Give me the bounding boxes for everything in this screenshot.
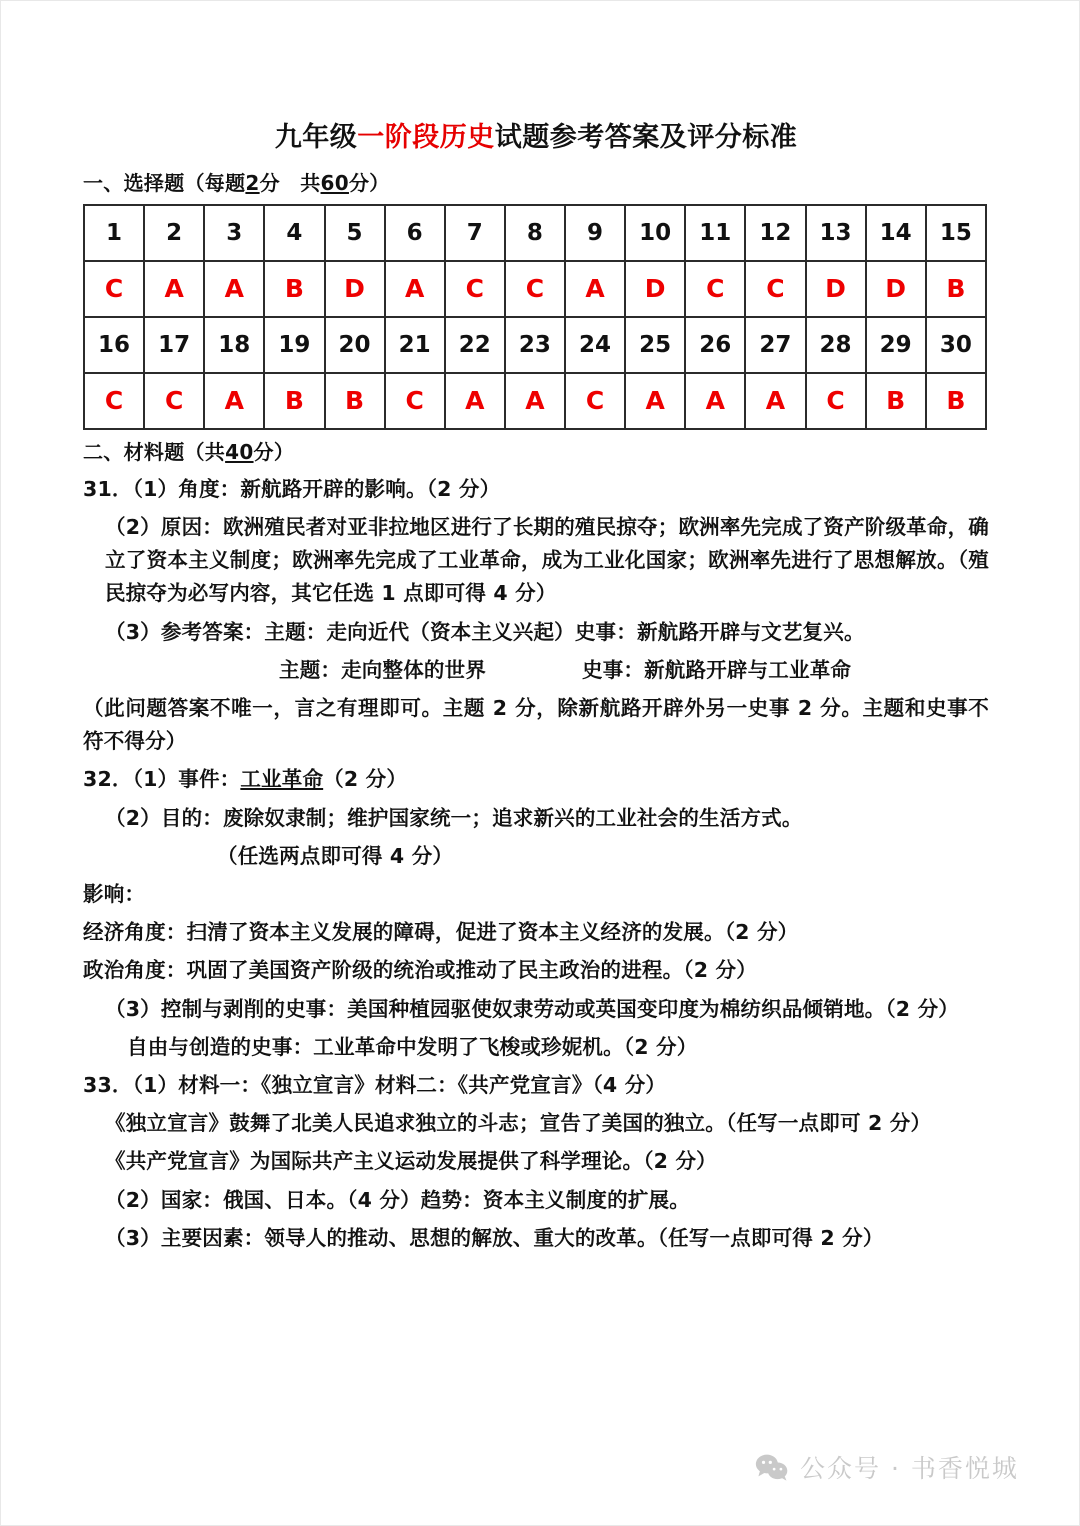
title-tail: 试题参考答案及评分标准	[494, 122, 798, 153]
answer-cell: B	[264, 373, 324, 429]
answer-cell: D	[866, 261, 926, 317]
answer-cell: D	[625, 261, 685, 317]
question-number: 13	[806, 205, 866, 261]
q31-part4	[83, 654, 989, 687]
answer-cell: A	[385, 261, 445, 317]
question-number: 17	[144, 317, 204, 373]
answer-cell: B	[264, 261, 324, 317]
question-number: 20	[325, 317, 385, 373]
watermark-text: 公众号 · 书香悦城	[800, 1454, 1019, 1483]
question-number: 7	[445, 205, 505, 261]
q31-part5: （此问题答案不唯一，言之有理即可。主题 2 分，除新航路开辟外另一史事 2 分。主题和史事不符不得分）	[83, 695, 989, 754]
answer-cell: A	[625, 373, 685, 429]
section-two-total-score: 40	[225, 439, 254, 464]
question-number: 18	[204, 317, 264, 373]
question-number: 3	[204, 205, 264, 261]
question-number: 28	[806, 317, 866, 373]
answer-cell: C	[685, 261, 745, 317]
answer-cell: C	[745, 261, 805, 317]
table-row-answers-2	[84, 373, 986, 429]
section-two-prefix: 二、材料题（共	[83, 439, 226, 464]
question-number: 22	[445, 317, 505, 373]
section-one-total-score: 60	[320, 170, 349, 195]
answer-cell: B	[325, 373, 385, 429]
question-number: 6	[385, 205, 445, 261]
answer-cell: C	[84, 261, 144, 317]
answer-cell: C	[806, 373, 866, 429]
question-number: 26	[685, 317, 745, 373]
q33-part1: 33．（1）材料一：《独立宣言》材料二：《共产党宣言》（4 分）	[83, 1073, 667, 1097]
section-one-prefix: 一、选择题（每题	[83, 170, 246, 195]
q32-part2: （2）目的：废除奴隶制；维护国家统一；追求新兴的工业社会的生活方式。	[105, 805, 803, 830]
question-number: 16	[84, 317, 144, 373]
answers-body	[83, 473, 989, 1255]
q32-part1-suffix: （2 分）	[323, 767, 408, 792]
question-number: 29	[866, 317, 926, 373]
table-row-numbers-2	[84, 317, 986, 373]
question-number: 8	[505, 205, 565, 261]
q32-impact-label: 影响：	[83, 881, 146, 906]
question-number: 14	[866, 205, 926, 261]
question-number: 15	[926, 205, 986, 261]
section-one-heading	[83, 169, 989, 198]
q33-part4: （2）国家：俄国、日本。（4 分）趋势：资本主义制度的扩展。	[105, 1187, 690, 1212]
q32-economic-angle: 经济角度：扫清了资本主义发展的障碍，促进了资本主义经济的发展。（2 分）	[83, 920, 799, 945]
question-number: 21	[385, 317, 445, 373]
answer-cell: D	[325, 261, 385, 317]
title-highlight: 一阶段历史	[357, 122, 495, 153]
q32-part1	[83, 763, 989, 796]
table-row-answers-1	[84, 261, 986, 317]
answer-cell: A	[204, 261, 264, 317]
answer-cell: C	[565, 373, 625, 429]
q32-part7: （3）控制与剥削的史事：美国种植园驱使奴隶劳动或英国变印度为棉纺织品倾销地。（2 分）	[105, 996, 960, 1021]
answer-cell: A	[745, 373, 805, 429]
answer-cell: C	[144, 373, 204, 429]
section-two-suffix: 分）	[253, 439, 295, 464]
question-number: 4	[264, 205, 324, 261]
question-number: 11	[685, 205, 745, 261]
q31-part2: （2）原因：欧洲殖民者对亚非拉地区进行了长期的殖民掠夺；欧洲率先完成了资产阶级革命，确立了资本主义制度；欧洲率先完成了工业革命，成为工业化国家；欧洲率先进行了思想解放。（殖民掠夺为必写内容，其它任选 1 点即可得 4 分）	[105, 514, 989, 606]
title-lead: 九年级	[274, 122, 358, 153]
q31-part4-theme: 主题：走向整体的世界	[279, 657, 486, 682]
wechat-icon	[755, 1453, 789, 1481]
answer-cell: C	[505, 261, 565, 317]
question-number: 23	[505, 317, 565, 373]
question-number: 1	[84, 205, 144, 261]
answer-cell: D	[806, 261, 866, 317]
question-number: 5	[325, 205, 385, 261]
q32-part1-underlined: 工业革命	[240, 767, 324, 792]
question-number: 25	[625, 317, 685, 373]
question-number: 27	[745, 317, 805, 373]
section-two-heading	[83, 438, 989, 467]
question-number: 9	[565, 205, 625, 261]
question-number: 10	[625, 205, 685, 261]
q31-part3: （3）参考答案：主题：走向近代（资本主义兴起）史事：新航路开辟与文艺复兴。	[105, 619, 865, 644]
page-title	[83, 121, 989, 155]
answer-cell: A	[505, 373, 565, 429]
table-row-numbers-1	[84, 205, 986, 261]
answer-cell: B	[926, 373, 986, 429]
q31-part4-event: 史事：新航路开辟与工业革命	[582, 657, 852, 682]
section-one-middle: 分 共	[259, 170, 321, 195]
q33-part3: 《共产党宣言》为国际共产主义运动发展提供了科学理论。（2 分）	[105, 1149, 717, 1174]
answer-cell: A	[685, 373, 745, 429]
question-number: 19	[264, 317, 324, 373]
section-one-suffix: 分）	[348, 170, 390, 195]
q32-political-angle: 政治角度：巩固了美国资产阶级的统治或推动了民主政治的进程。（2 分）	[83, 958, 757, 983]
per-question-score: 2	[245, 170, 260, 195]
question-number: 24	[565, 317, 625, 373]
answer-cell: C	[445, 261, 505, 317]
question-number: 30	[926, 317, 986, 373]
q33-part5: （3）主要因素：领导人的推动、思想的解放、重大的改革。（任写一点即可得 2 分）	[105, 1225, 884, 1250]
question-number: 2	[144, 205, 204, 261]
answer-cell: A	[204, 373, 264, 429]
document-body	[83, 121, 989, 1260]
answer-key-table	[83, 204, 987, 430]
q33-part2: 《独立宣言》鼓舞了北美人民追求独立的斗志；宣告了美国的独立。（任写一点即可 2 分）	[105, 1111, 932, 1136]
answer-cell: B	[926, 261, 986, 317]
q32-part8: 自由与创造的史事：工业革命中发明了飞梭或珍妮机。（2 分）	[127, 1034, 698, 1059]
answer-cell: B	[866, 373, 926, 429]
answer-cell: A	[144, 261, 204, 317]
watermark	[755, 1449, 1019, 1485]
answer-cell: C	[84, 373, 144, 429]
q32-part1-prefix: 32．（1）事件：	[83, 767, 241, 792]
question-number: 12	[745, 205, 805, 261]
answer-cell: C	[385, 373, 445, 429]
q32-part3: （任选两点即可得 4 分）	[217, 843, 454, 868]
answer-cell: A	[445, 373, 505, 429]
q31-part1: 31．（1）角度：新航路开辟的影响。（2 分）	[83, 476, 501, 501]
answer-cell: A	[565, 261, 625, 317]
